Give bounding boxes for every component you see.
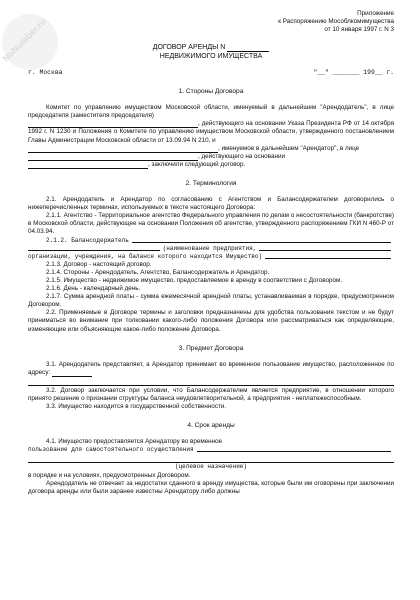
- appendix-line-3: от 10 января 1997 г. N 3: [324, 26, 394, 33]
- balance-holder-hint-line-2: [28, 253, 394, 261]
- section-2-para-3-hint: (наименование предприятия,: [162, 244, 257, 252]
- section-4-para-3: Арендодатель не отвечает за недостатки сданного в аренду имущества, которые были им оговорены при заключении договора аренды или были заранее известны Арендатору либо должны: [28, 479, 394, 495]
- section-3-para-3: 3.3. Имущество находится в государственной собственности.: [46, 403, 227, 411]
- section-2-para-6: 2.1.5. Имущество - недвижимое имущество, предоставляемое в аренду в соответствии с Договором.: [46, 276, 343, 284]
- appendix-line-2: к Распоряжению Мособлкомимущества: [278, 18, 394, 25]
- section-2-para-1: 2.1. Арендодатель и Арендатор по согласованию с Агентством и Балансодержателем договорились о нижеперечисленных терминах, используемых в тексте настоящего Договора:: [28, 196, 394, 212]
- title-line-2: НЕДВИЖИМОГО ИМУЩЕСТВА: [159, 53, 263, 60]
- section-2-para-9: 2.2. Применяемые в Договоре термины и заголовки предназначены для удобства пользования текстом и не будут приниматься во внимание при толковании какого-либо положения Договора или рассматриваться как определяющие, изменяющие или объясняющие какое-либо положение Договора.: [28, 309, 394, 333]
- document-title: [28, 43, 394, 61]
- section-3-heading: 3. Предмет Договора: [178, 344, 244, 352]
- appendix-block: [228, 10, 394, 34]
- watermark-text: NoNumber.ru: [0, 16, 49, 64]
- section-1-para-1b: , действующего на основании Указа Президента РФ от 14 октября 1992 г. N 1230 и Положения о Комитете по управлению имуществом Московской области, утвержденного постановлением Главы Администрации Московской области от 13.09.94 N 210, и: [28, 120, 394, 144]
- section-4-para-2: в порядке и на условиях, предусмотренных Договором.: [28, 471, 191, 479]
- section-4-hint: (целевое назначение): [174, 463, 247, 471]
- watermark-stamp: [2, 14, 58, 70]
- contract-date: "__" _______ 199__ г.: [313, 69, 394, 76]
- section-4-heading: 4. Срок аренды: [187, 422, 235, 430]
- balance-holder-line: [28, 237, 394, 245]
- city: г. Москва: [28, 69, 63, 76]
- section-2-para-4: 2.1.3. Договор - настоящий договор.: [46, 260, 152, 268]
- appendix-line-1: Приложение: [357, 10, 394, 17]
- title-line-1: ДОГОВОР АРЕНДЫ N: [152, 44, 226, 51]
- section-1-para-1c: , именуемое в дальнейшем "Арендатор", в лице: [28, 145, 394, 153]
- section-3-para-1: 3.1. Арендодатель представляет, а Арендатор принимает во временное пользование имущество, расположенное по адресу:: [28, 360, 394, 376]
- section-2-para-3b: организации, учреждения, на балансе которого находится Имущество): [28, 252, 263, 260]
- section-1-para-1e: , заключили следующий договор.: [28, 161, 394, 169]
- section-1-heading: 1. Стороны Договора: [178, 88, 244, 96]
- section-4-para-1b: пользование для самостоятельного осуществления: [28, 446, 194, 454]
- section-2-para-7: 2.1.6. День - календарный день.: [46, 285, 141, 293]
- section-1-para-1: Комитет по управлению имуществом Московской области, именуемый в дальнейшем "Арендодатель", в лице председателя (заместителя председателя): [28, 104, 394, 120]
- section-1-para-1d: , действующего на основании: [28, 153, 394, 161]
- section-2-para-2: 2.1.1. Агентство - Территориальное агентство Федерального управления по делам о несостоятельности (банкротстве) в Московской области, действующее на основании Положения об агентстве, утвержденного распоряжением ГКИ N 460-Р от 04.03.94.: [28, 212, 394, 236]
- address-blank-line: [28, 377, 394, 386]
- balance-holder-hint-line: [28, 245, 394, 253]
- section-3-para-2: 3.2. Договор заключается при условии, что Балансодержателем является предприятие, в отношении которого принято решение о признании структуры баланса неудовлетворительной, а предприятия - неплатежеспособным.: [28, 386, 394, 402]
- dateline: [28, 69, 394, 77]
- section-2-heading: 2. Терминология: [185, 179, 237, 187]
- purpose-blank-line: [28, 454, 394, 463]
- section-2-para-3: 2.1.2. Балансодержатель: [46, 236, 129, 244]
- section-2-para-8: 2.1.7. Сумма арендной платы - сумма ежемесячной арендной платы, устанавливаемая в порядке, предусмотренном Договором.: [28, 293, 394, 309]
- purpose-line: [28, 446, 394, 454]
- section-2-para-5: 2.1.4. Стороны - Арендодатель, Агентство, Балансодержатель и Арендатор.: [46, 268, 270, 276]
- section-4-para-1: 4.1. Имущество предоставляется Арендатору во временное: [46, 438, 223, 446]
